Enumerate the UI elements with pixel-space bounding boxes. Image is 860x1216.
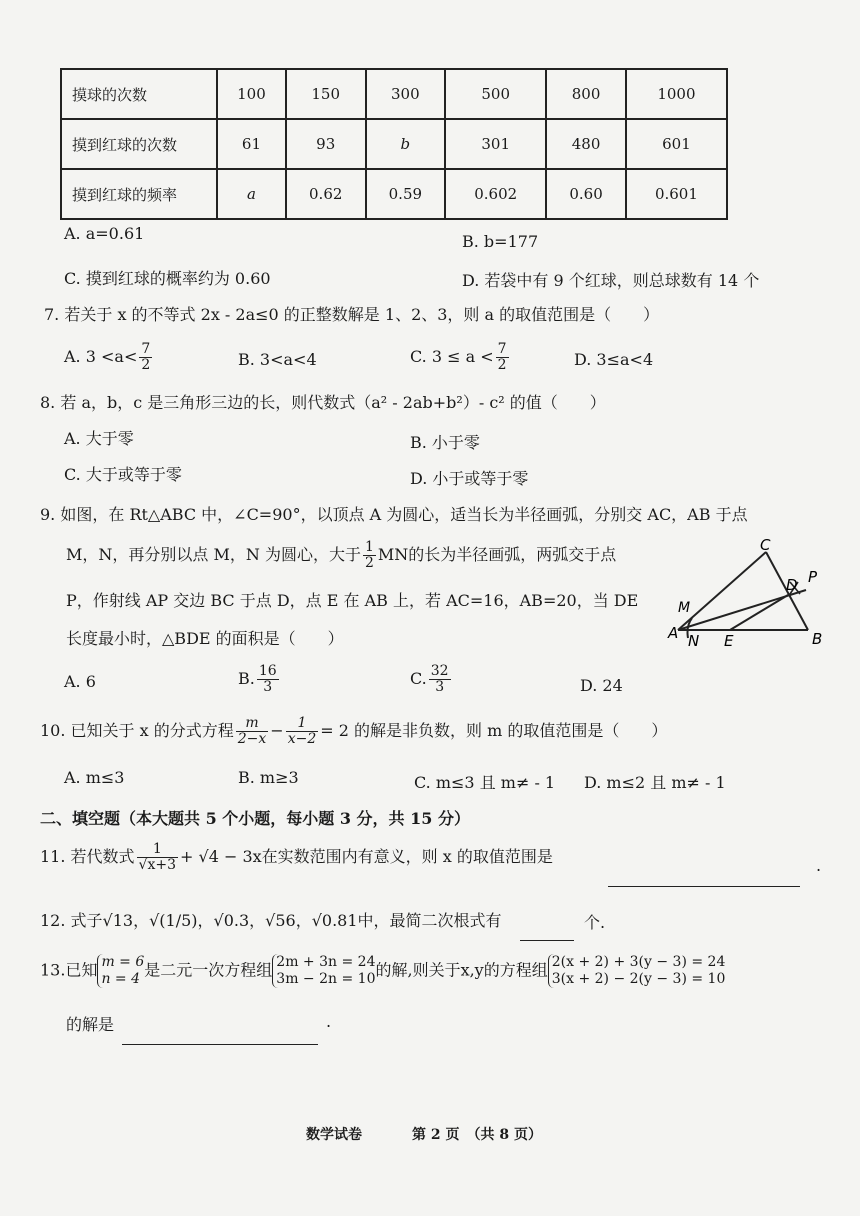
equation: 2(x + 2) + 3(y − 3) = 24 [551, 954, 726, 970]
q10-option-b: B. m≥3 [238, 768, 299, 787]
q9-option-c [410, 664, 453, 695]
q12-stem: 12. 式子√13，√(1/5)，√0.3，√56，√0.81中，最简二次根式有 [40, 911, 502, 930]
label-p: P [808, 568, 818, 586]
triangle-figure [640, 538, 840, 654]
equation: 3(x + 2) − 2(y − 3) = 10 [551, 971, 726, 987]
denominator: 3 [435, 679, 445, 695]
q9-line-2-text-b: MN的长为半径画弧，两弧交于点 [377, 545, 617, 564]
row-header: 摸球的次数 [61, 69, 217, 119]
q9-option-a: A. 6 [64, 672, 96, 691]
equation: m = 6 [101, 954, 145, 970]
numerator: 7 [497, 341, 507, 357]
q13-line-2: 的解是 [66, 1015, 115, 1034]
q13-text-mid1: 是二元一次方程组 [144, 960, 273, 980]
numerator: 32 [430, 663, 449, 679]
q9-line-2-text-a: M，N，再分别以点 M，N 为圆心，大于 [66, 545, 361, 564]
answer-blank[interactable] [122, 1030, 318, 1049]
q13-stem [40, 954, 725, 988]
q10-stem-text-b: = 2 的解是非负数，则 m 的取值范围是（ ） [320, 721, 668, 740]
table-cell: 1000 [626, 69, 727, 119]
q11-text-pre: 11. 若代数式 [40, 847, 135, 866]
table-cell: 480 [546, 119, 626, 169]
fraction [286, 716, 319, 747]
fraction [257, 664, 279, 695]
denominator: x−2 [287, 731, 317, 747]
denominator: 2 [497, 357, 507, 373]
table-row [61, 69, 727, 119]
table-cell: b [366, 119, 446, 169]
q13-end: . [326, 1012, 332, 1031]
fraction [139, 342, 152, 373]
q9-line-3: P，作射线 AP 交边 BC 于点 D，点 E 在 AB 上，若 AC=16，AB=20，当 DE [66, 591, 639, 610]
q7-option-d: D. 3≤a<4 [574, 350, 654, 369]
label-b: B [812, 630, 823, 648]
q9-line-4: 长度最小时，△BDE 的面积是（ ） [66, 629, 344, 648]
fraction [496, 342, 509, 373]
segment-de [730, 595, 788, 630]
q10-stem [40, 716, 667, 747]
denominator: 2−x [237, 731, 267, 747]
footer-page: 第 2 页 （共 8 页） [412, 1127, 542, 1143]
q7-option-c [410, 342, 511, 373]
denominator: 2 [141, 357, 151, 373]
q8-option-d: D. 小于或等于零 [410, 469, 529, 488]
q11-stem [40, 842, 553, 873]
table-cell: 0.602 [445, 169, 546, 219]
q8-stem: 8. 若 a，b，c 是三角形三边的长，则代数式（a² - 2ab+b²）- c² 的值（ ） [40, 393, 606, 412]
denominator: √x+3 [138, 857, 177, 873]
q13-text-pre: 13.已知 [40, 960, 98, 980]
table-cell: 0.601 [626, 169, 727, 219]
footer-subject: 数学试卷 [306, 1127, 362, 1143]
table-cell: 0.62 [286, 169, 366, 219]
table-cell: 0.59 [366, 169, 446, 219]
q7-stem: 7. 若关于 x 的不等式 2x - 2a≤0 的正整数解是 1、2、3，则 a 的取值范围是（ ） [44, 305, 660, 324]
answer-blank[interactable] [520, 926, 574, 945]
q6-option-d: D. 若袋中有 9 个红球，则总球数有 14 个 [462, 271, 760, 290]
denominator: 2 [364, 555, 374, 571]
table-cell: 61 [217, 119, 286, 169]
equation: 2m + 3n = 24 [276, 954, 376, 970]
denominator: 3 [263, 679, 273, 695]
q6-option-a: A. a=0.61 [64, 224, 145, 243]
label-m: M [678, 600, 691, 616]
q9-option-b-label: B. [238, 669, 255, 688]
q7-option-a [64, 342, 154, 373]
label-d: D [786, 576, 798, 594]
table-cell: 601 [626, 119, 727, 169]
table-cell: 100 [217, 69, 286, 119]
label-e: E [724, 632, 734, 650]
q10-option-a: A. m≤3 [64, 768, 125, 787]
q9-line-1: 9. 如图，在 Rt△ABC 中，∠C=90°，以顶点 A 为圆心，适当长为半径画弧，分别交 AC，AB 于点 [40, 505, 748, 524]
q12-end: 个. [584, 913, 606, 932]
q11-end: . [816, 856, 822, 875]
table-cell: 300 [366, 69, 446, 119]
fraction [363, 540, 376, 571]
q7-option-c-text: C. 3 ≤ a < [410, 347, 494, 366]
q10-option-d: D. m≤2 且 m≠ - 1 [584, 773, 726, 792]
fraction [137, 842, 178, 873]
q8-option-c: C. 大于或等于零 [64, 465, 182, 484]
q6-option-b: B. b=177 [462, 232, 539, 251]
numerator: m [236, 716, 269, 732]
label-c: C [760, 538, 771, 554]
q7-option-b: B. 3<a<4 [238, 350, 317, 369]
q13-text-mid2: 的解,则关于x,y的方程组 [375, 960, 548, 980]
equation-system [548, 954, 726, 988]
answer-blank[interactable] [608, 872, 800, 891]
numerator: 7 [141, 341, 151, 357]
row-header: 摸到红球的次数 [61, 119, 217, 169]
fraction [429, 664, 451, 695]
numerator: 16 [258, 663, 277, 679]
table-cell: 301 [445, 119, 546, 169]
q9-option-d: D. 24 [580, 676, 623, 695]
section-title: 二、填空题（本大题共 5 个小题，每小题 3 分，共 15 分） [40, 809, 470, 828]
equation-system [97, 954, 144, 988]
q6-option-c: C. 摸到红球的概率约为 0.60 [64, 269, 271, 288]
q11-text-mid: + √4 − 3x在实数范围内有意义，则 x 的取值范围是 [180, 847, 553, 866]
numerator: 1 [364, 539, 374, 555]
equation: 3m − 2n = 10 [276, 971, 376, 987]
q8-option-b: B. 小于零 [410, 433, 480, 452]
q9-line-2 [66, 540, 616, 571]
numerator: 1 [137, 842, 178, 858]
fraction [236, 716, 269, 747]
q9-option-c-label: C. [410, 669, 427, 688]
table-cell: 500 [445, 69, 546, 119]
equation: n = 4 [101, 971, 141, 987]
table-cell: 800 [546, 69, 626, 119]
minus-sign: − [270, 721, 284, 740]
table-cell: a [217, 169, 286, 219]
label-a: A [668, 624, 679, 642]
q7-option-a-text: A. 3 <a< [64, 347, 138, 366]
q10-stem-text-a: 10. 已知关于 x 的分式方程 [40, 721, 234, 740]
table-row [61, 169, 727, 219]
q9-option-b [238, 664, 281, 695]
row-header: 摸到红球的频率 [61, 169, 217, 219]
table-cell: 93 [286, 119, 366, 169]
equation-system [272, 954, 375, 988]
table-row [61, 119, 727, 169]
q10-option-c: C. m≤3 且 m≠ - 1 [414, 773, 556, 792]
numerator: 1 [286, 716, 319, 732]
q8-option-a: A. 大于零 [64, 429, 134, 448]
table-cell: 150 [286, 69, 366, 119]
table-cell: 0.60 [546, 169, 626, 219]
label-n: N [688, 632, 700, 650]
frequency-table [60, 68, 728, 220]
